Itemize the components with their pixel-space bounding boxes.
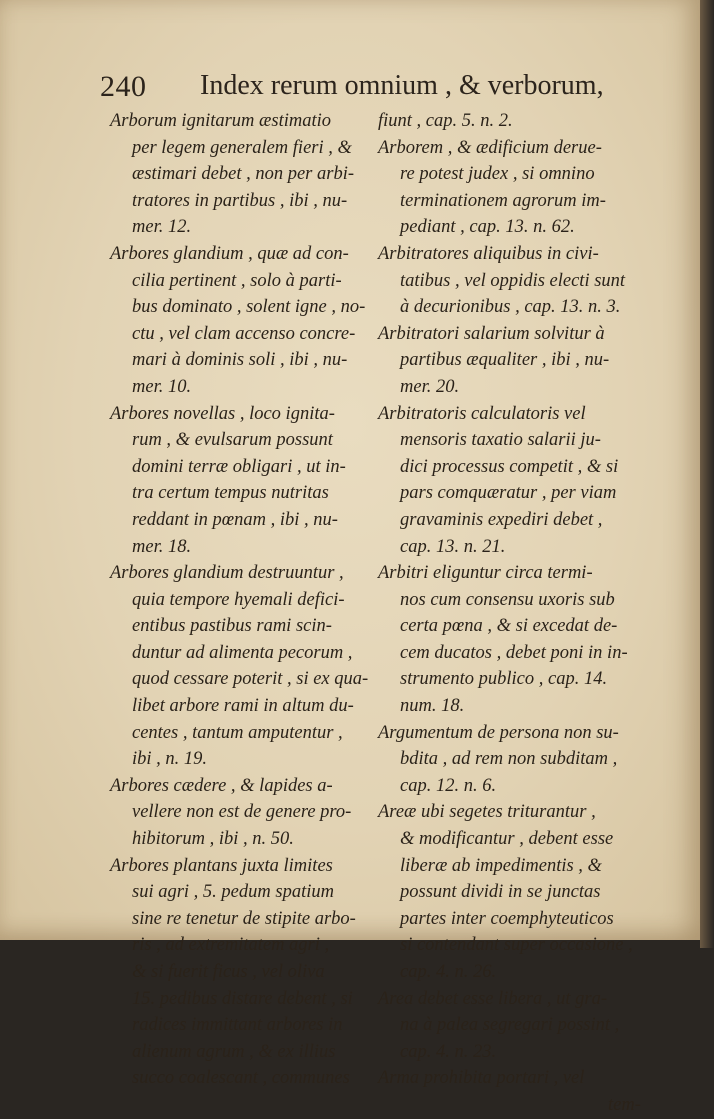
entry-continuation-line: nos cum consensu uxoris sub	[400, 589, 615, 610]
entry-continuation-line: ris , ad extremitatem agri ,	[132, 935, 330, 956]
index-entry	[378, 720, 646, 800]
entry-continuation-line: re potest judex , si omnino	[400, 164, 595, 185]
index-entry	[110, 108, 378, 241]
entry-continuation-line: pediant , cap. 13. n. 62.	[400, 217, 575, 238]
entry-continuation-line: partibus æqualiter , ibi , nu-	[400, 350, 610, 371]
entry-continuation-line: possunt dividi in se junctas	[400, 882, 601, 903]
index-entry	[110, 241, 378, 401]
running-title: Index rerum omnium , & verborum,	[200, 70, 604, 101]
index-entry	[378, 321, 646, 401]
index-entry	[110, 401, 378, 561]
entry-continuation-line: si contendant super occasione ,	[400, 935, 633, 956]
entry-headword-line: Arborum ignitarum æstimatio	[110, 111, 331, 131]
index-entry	[378, 108, 646, 135]
entry-continuation-line: & modificantur , debent esse	[400, 829, 614, 850]
entry-headword-line: Arbores glandium destruuntur ,	[110, 563, 344, 584]
entry-continuation-line: reddant in pœnam , ibi , nu-	[132, 509, 338, 530]
entry-headword-line: Arbores novellas , loco ignita-	[110, 403, 335, 424]
entry-headword-line: Arbitratoris calculatoris vel	[378, 403, 586, 424]
index-entry	[378, 799, 646, 985]
book-spine-shadow	[700, 0, 714, 948]
entry-continuation-line: liberæ ab impedimentis , &	[400, 855, 602, 876]
entry-continuation-line: à decurionibus , cap. 13. n. 3.	[400, 297, 621, 318]
entry-headword-line: Arbitri eliguntur circa termi-	[378, 563, 593, 584]
entry-continuation-line: domini terræ obligari , ut in-	[132, 456, 346, 477]
entry-headword-line: Arborem , & ædificium derue-	[378, 137, 602, 158]
entry-continuation-line: cap. 4. n. 23.	[400, 1041, 497, 1062]
entry-headword-line: Argumentum de persona non su-	[378, 722, 619, 743]
entry-continuation-line: rum , & evulsarum possunt	[132, 430, 333, 451]
entry-headword-line: Arbores cædere , & lapides a-	[110, 775, 333, 796]
entry-continuation-line: hibitorum , ibi , n. 50.	[132, 829, 294, 850]
entry-continuation-line: pars comquæratur , per viam	[400, 483, 617, 504]
entry-continuation-line: tra certum tempus nutritas	[132, 483, 329, 504]
entry-continuation-line: ibi , n. 19.	[132, 749, 208, 770]
entry-continuation-line: vellere non est de genere pro-	[132, 802, 352, 823]
page-number: 240	[100, 70, 147, 103]
entry-headword-line: Area debet esse libera , ut gra-	[378, 988, 607, 1009]
entry-continuation-line: bus dominato , solent igne , no-	[132, 297, 366, 318]
entry-continuation-line: 15. pedibus distare debent , si	[132, 988, 353, 1009]
index-entry	[378, 560, 646, 720]
index-entry	[378, 401, 646, 561]
entry-continuation-line: & si fuerit ficus , vel oliva	[132, 962, 325, 982]
index-entry	[110, 773, 378, 853]
entry-headword-line: Arbores glandium , quæ ad con-	[110, 243, 349, 264]
entry-continuation-line: alienum agrum , & ex illius	[132, 1041, 336, 1062]
entry-continuation-line: libet arbore rami in altum du-	[132, 696, 354, 717]
entry-continuation-line: quia tempore hyemali defici-	[132, 589, 345, 610]
entry-continuation-line: sui agri , 5. pedum spatium	[132, 882, 334, 903]
entry-continuation-line: per legem generalem fieri , &	[132, 137, 352, 158]
page-header	[100, 70, 620, 110]
entry-headword-line: Arma prohibita portari , vel	[378, 1068, 585, 1089]
entry-continuation-line: entibus pastibus rami scin-	[132, 616, 332, 637]
index-entry	[378, 241, 646, 321]
entry-continuation-line: sine re tenetur de stipite arbo-	[132, 908, 356, 929]
index-column-left	[110, 108, 378, 1092]
entry-continuation-line: centes , tantum amputentur ,	[132, 722, 343, 743]
entry-continuation-line: æstimari debet , non per arbi-	[132, 164, 354, 185]
entry-continuation-line: partes inter coemphyteuticos	[400, 908, 614, 929]
entry-continuation-line: strumento publico , cap. 14.	[400, 669, 608, 690]
entry-continuation-line: mer. 10.	[132, 376, 192, 397]
entry-continuation-line: certa pœna , & si excedat de-	[400, 616, 618, 637]
entry-continuation-line: cilia pertinent , solo à parti-	[132, 270, 342, 291]
entry-continuation-line: tratores in partibus , ibi , nu-	[132, 190, 348, 211]
entry-continuation-line: tatibus , vel oppidis electi sunt	[400, 270, 626, 291]
entry-continuation-line: cap. 12. n. 6.	[400, 775, 497, 796]
index-column-right	[378, 108, 646, 1119]
entry-continuation-line: cap. 13. n. 21.	[400, 536, 506, 557]
entry-continuation-line: mensoris taxatio salarii ju-	[400, 430, 601, 451]
entry-headword-line: fiunt , cap. 5. n. 2.	[378, 111, 513, 131]
entry-continuation-line: mer. 12.	[132, 217, 192, 238]
entry-headword-line: Arbitratores aliquibus in civi-	[378, 243, 599, 264]
entry-continuation-line: mari à dominis soli , ibi , nu-	[132, 350, 348, 371]
entry-continuation-line: cap. 4. n. 26.	[400, 962, 497, 982]
entry-continuation-line: gravaminis expediri debet ,	[400, 509, 603, 530]
entry-continuation-line: ctu , vel clam accenso concre-	[132, 323, 356, 344]
entry-headword-line: Arbitratori salarium solvitur à	[378, 323, 605, 344]
entry-continuation-line: radices immittant arbores in	[132, 1015, 343, 1036]
entry-continuation-line: mer. 18.	[132, 536, 192, 557]
index-entry	[110, 853, 378, 1092]
entry-continuation-line: cem ducatos , debet poni in in-	[400, 642, 628, 663]
entry-continuation-line: terminationem agrorum im-	[400, 190, 606, 211]
index-entry	[378, 135, 646, 241]
entry-headword-line: Areæ ubi segetes triturantur ,	[378, 802, 596, 823]
entry-continuation-line: quod cessare poterit , si ex qua-	[132, 669, 369, 690]
entry-continuation-line: dici processus competit , & si	[400, 456, 619, 477]
catchword: tem-	[608, 1094, 641, 1115]
entry-continuation-line: duntur ad alimenta pecorum ,	[132, 642, 353, 663]
entry-continuation-line: na à palea segregari possint ,	[400, 1015, 620, 1036]
entry-continuation-line: succo coalescant , communes	[132, 1068, 350, 1089]
index-entry	[378, 986, 646, 1066]
entry-continuation-line: num. 18.	[400, 696, 465, 717]
index-entry	[378, 1065, 646, 1092]
index-entry	[110, 560, 378, 773]
entry-headword-line: Arbores plantans juxta limites	[110, 855, 333, 876]
entry-continuation-line: bdita , ad rem non subditam ,	[400, 749, 618, 770]
entry-continuation-line: mer. 20.	[400, 376, 460, 397]
